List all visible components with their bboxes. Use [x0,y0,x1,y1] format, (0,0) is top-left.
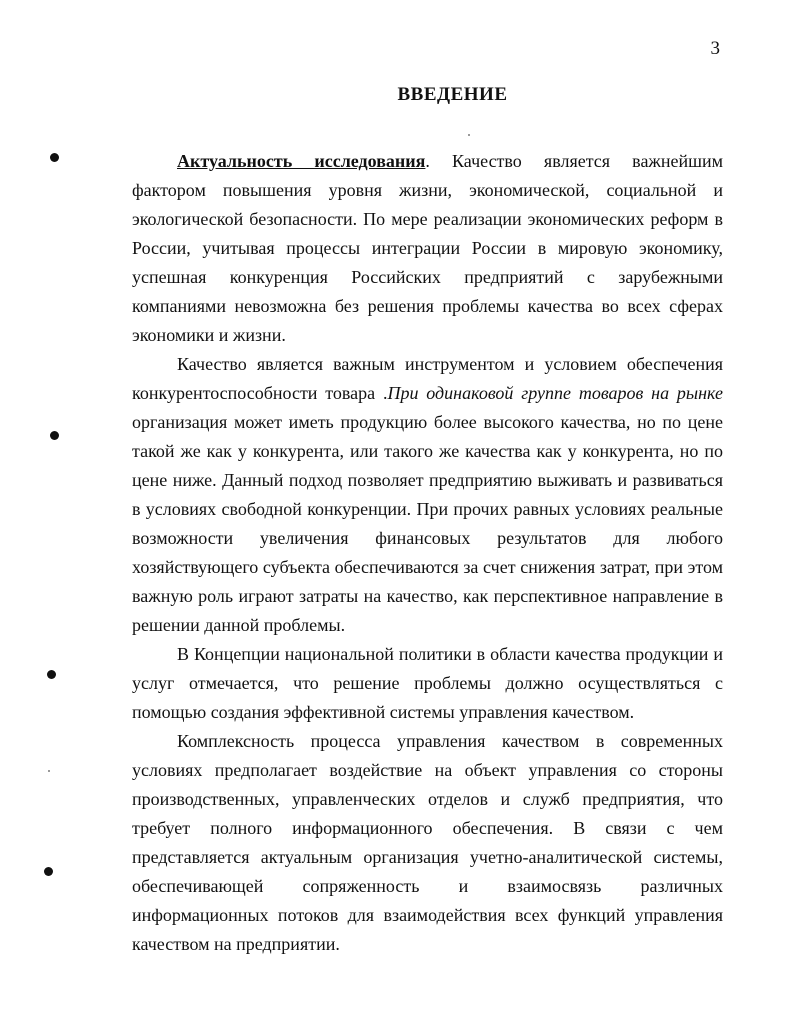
page-title: ВВЕДЕНИЕ [397,84,508,105]
margin-dot [47,670,56,679]
paragraph-text: организация может иметь продукцию более высокого качества, но по цене такой же как у конкурента, или такого же качества как у конкурента, но по цене ниже. Данный подход позволяет предприятию выживать и развиваться в условиях свободной конкуренции. При прочих равных условиях реальные возможности увеличения финансовых результатов для любого хозяйствующего субъекта обеспечиваются за счет снижения затрат, при этом важную роль играют затраты на качество, как перспективное направление в решении данной проблемы. [132,412,723,635]
page-number: 3 [710,38,720,59]
scan-speck [468,134,470,136]
paragraph-text: В Концепции национальной политики в области качества продукции и услуг отмечается, что решение проблемы должно осуществляться с помощью создания эффективной системы управления качеством. [132,644,723,722]
margin-dot [50,153,59,162]
paragraph-text: . Качество является важнейшим фактором повышения уровня жизни, экономической, социальной и экологической безопасности. По мере реализации экономических реформ в России, учитывая процессы интеграции России в мировую экономику, успешная конкуренция Российских предприятий с зарубежными компаниями невозможна без решения проблемы качества во всех сферах экономики и жизни. [132,151,724,345]
lead-term: Актуальность исследования [177,151,426,171]
margin-dot [44,867,53,876]
paragraph-quality-instrument [132,350,723,640]
paragraph-relevance [132,147,723,350]
scan-speck [48,770,50,772]
italic-text: При одинаковой группе товаров на рынке [387,383,723,403]
margin-dot [50,431,59,440]
paragraph-complexity [132,727,723,959]
paragraph-national-policy [132,640,723,727]
paragraph-text: Качество является важным инструментом и условием обеспечения конкурентоспособности товара . [132,354,723,403]
body-text [132,147,723,959]
paragraph-text: Комплексность процесса управления качеством в современных условиях предполагает воздействие на объект управления со стороны производственных, управленческих отделов и служб предприятия, что требует полного информационного обеспечения. В связи с чем представляется актуальным организация учетно-аналитической системы, обеспечивающей сопряженность и взаимосвязь различных информационных потоков для взаимодействия всех функций управления качеством на предприятии. [132,731,723,954]
